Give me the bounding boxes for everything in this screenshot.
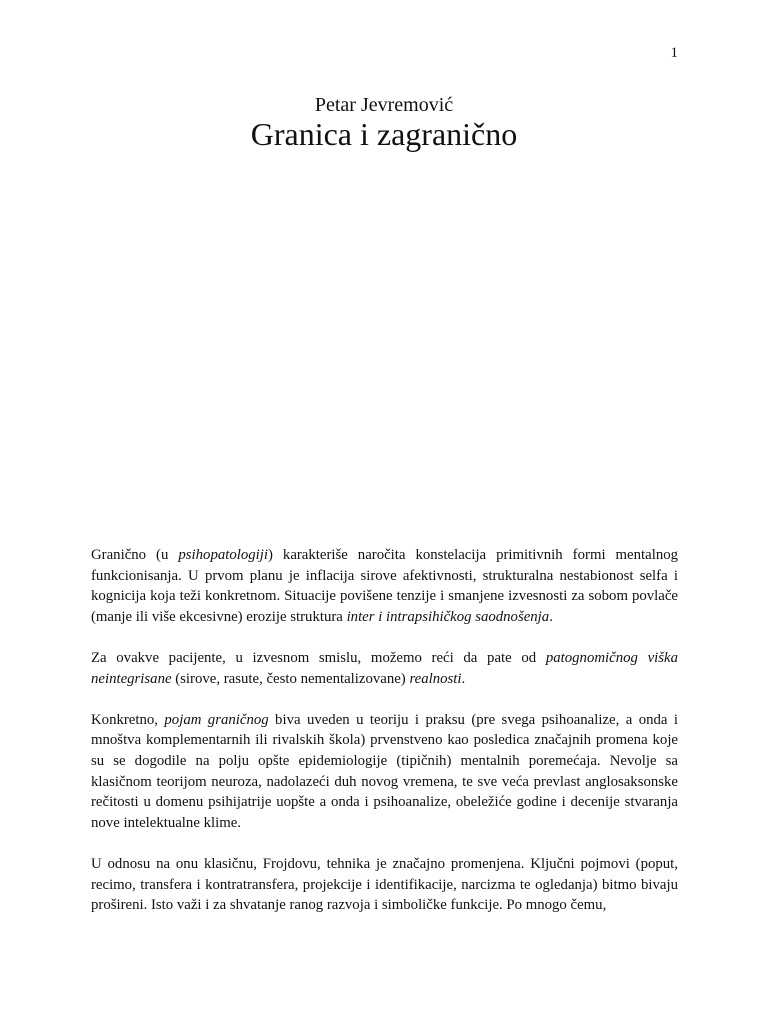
paragraph-4-text: U odnosu na onu klasičnu, Frojdovu, tehnika je značajno promenjena. Ključni pojmovi (poput, recimo, transfera i kontratransfera, projekcije i identifikacije, narcizma te ogledanja) bitmo bivaju prošireni. Isto važi i za shvatanje ranog razvoja i simboličke funkcije. Po mnogo čemu, <box>91 855 678 914</box>
paragraph-3-italic-a: pojam graničnog <box>164 711 269 728</box>
paragraph-3-text-a: Konkretno, <box>91 711 165 728</box>
author-name: Petar Jevremović <box>314 94 454 116</box>
paragraph-1-text-c: . <box>549 608 553 625</box>
paragraph-4 <box>91 854 678 916</box>
paragraph-1-italic-b: inter i intrapsihičkog saodnošenja <box>346 608 550 625</box>
paragraph-3 <box>91 710 678 834</box>
document-title: Granica i zagranično <box>250 116 518 152</box>
paragraph-3-text-b: biva uveden u teoriju i praksu (pre svega psihoanalize, a onda i mnoštva komplementarnih ili rivalskih škola) prvenstveno kao posledica značajnih promena koje su se dogodile na polju opšte epidemiologije (tipičnih) mentalnih poremećaja. Nevolje sa klasičnom teorijom neuroza, nadolazeći duh novog vremena, te sve veća prevlast anglosaksonske rečitosti u domenu psihijatrije uopšte a onda i psihoanalize, obeležiće godine i decenije stvaranja nove intelektualne klime. <box>91 711 678 831</box>
paragraph-2-text-c: . <box>461 670 466 687</box>
paragraph-2-text-b: (sirove, rasute, često nementalizovane) <box>171 670 410 687</box>
paragraph-1 <box>91 545 678 627</box>
paragraph-2-text-a: Za ovakve pacijente, u izvesnom smislu, možemo reći da pate od <box>91 649 546 666</box>
paragraph-2 <box>91 648 678 689</box>
page-number: 1 <box>670 45 678 61</box>
paragraph-1-text-a: Granično (u <box>91 547 179 563</box>
paragraph-1-text-b: ) karakteriše naročita konstelacija primitivnih formi mentalnog funkcionisanja. U prvom planu je inflacija sirove afektivnosti, strukturalna nestabionost selfa i kognicija koja teži konkretnom. Situacije povišene tenzije i smanjene izvesnosti za sobom povlače (manje ili više ekcesivne) erozije struktura <box>91 547 679 625</box>
body-text <box>91 545 678 936</box>
paragraph-2-italic-a: patognomičnog viška neintegrisane <box>91 649 678 687</box>
paragraph-1-italic-a: psihopatologiji <box>178 547 268 563</box>
paragraph-2-italic-b: realnosti <box>409 670 462 687</box>
